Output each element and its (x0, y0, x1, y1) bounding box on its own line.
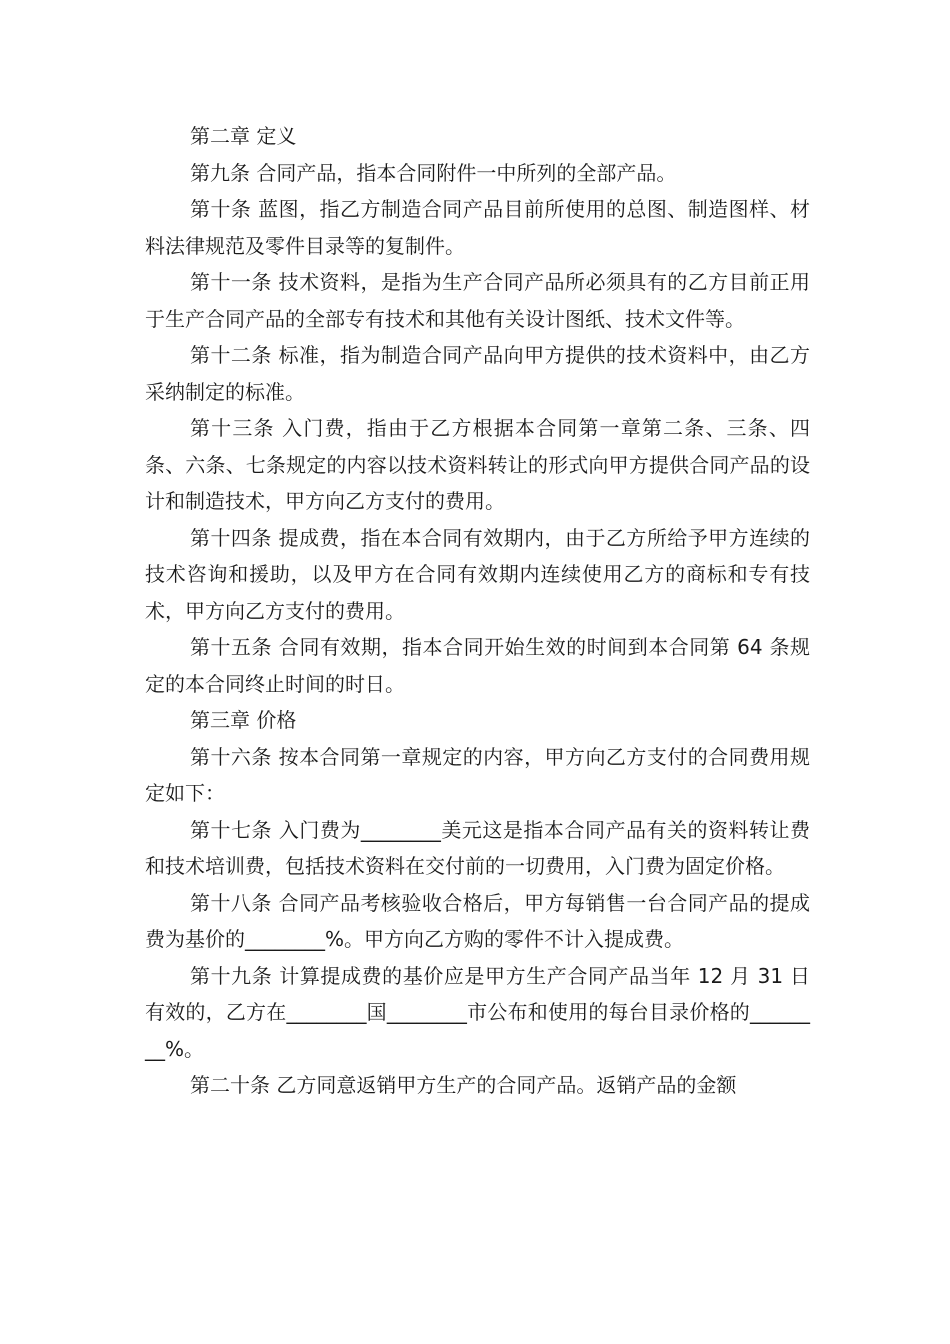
chapter-heading: 第三章 价格 (190, 708, 297, 732)
document-body (145, 118, 810, 1104)
article-paragraph: 第十九条 计算提成费的基价应是甲方生产合同产品当年 12 月 31 日有效的，乙方在________国________市公布和使用的每台目录价格的________%。 (145, 963, 810, 1061)
article-paragraph: 第十一条 技术资料，是指为生产合同产品所必须具有的乙方目前正用于生产合同产品的全部专有技术和其他有关设计图纸、技术文件等。 (145, 270, 810, 331)
article-paragraph: 第十六条 按本合同第一章规定的内容，甲方向乙方支付的合同费用规定如下： (145, 744, 810, 805)
article-paragraph: 第十四条 提成费，指在本合同有效期内，由于乙方所给予甲方连续的技术咨询和援助，以及甲方在合同有效期内连续使用乙方的商标和专有技术，甲方向乙方支付的费用。 (145, 525, 810, 623)
article-paragraph: 第十五条 合同有效期，指本合同开始生效的时间到本合同第 64 条规定的本合同终止时间的时日。 (145, 635, 810, 696)
article-paragraph: 第十二条 标准，指为制造合同产品向甲方提供的技术资料中，由乙方采纳制定的标准。 (145, 343, 810, 404)
article-paragraph: 第二十条 乙方同意返销甲方生产的合同产品。返销产品的金额 (190, 1073, 737, 1097)
chapter-heading: 第二章 定义 (190, 124, 297, 148)
article-paragraph: 第十条 蓝图，指乙方制造合同产品目前所使用的总图、制造图样、材料法律规范及零件目录等的复制件。 (145, 197, 810, 258)
article-paragraph: 第十七条 入门费为________美元这是指本合同产品有关的资料转让费和技术培训费，包括技术资料在交付前的一切费用，入门费为固定价格。 (145, 817, 810, 878)
article-paragraph: 第十三条 入门费，指由于乙方根据本合同第一章第二条、三条、四条、六条、七条规定的内容以技术资料转让的形式向甲方提供合同产品的设计和制造技术，甲方向乙方支付的费用。 (145, 416, 810, 513)
article-paragraph: 第十八条 合同产品考核验收合格后，甲方每销售一台合同产品的提成费为基价的________%。甲方向乙方购的零件不计入提成费。 (145, 890, 810, 951)
article-paragraph: 第九条 合同产品，指本合同附件一中所列的全部产品。 (190, 160, 677, 185)
